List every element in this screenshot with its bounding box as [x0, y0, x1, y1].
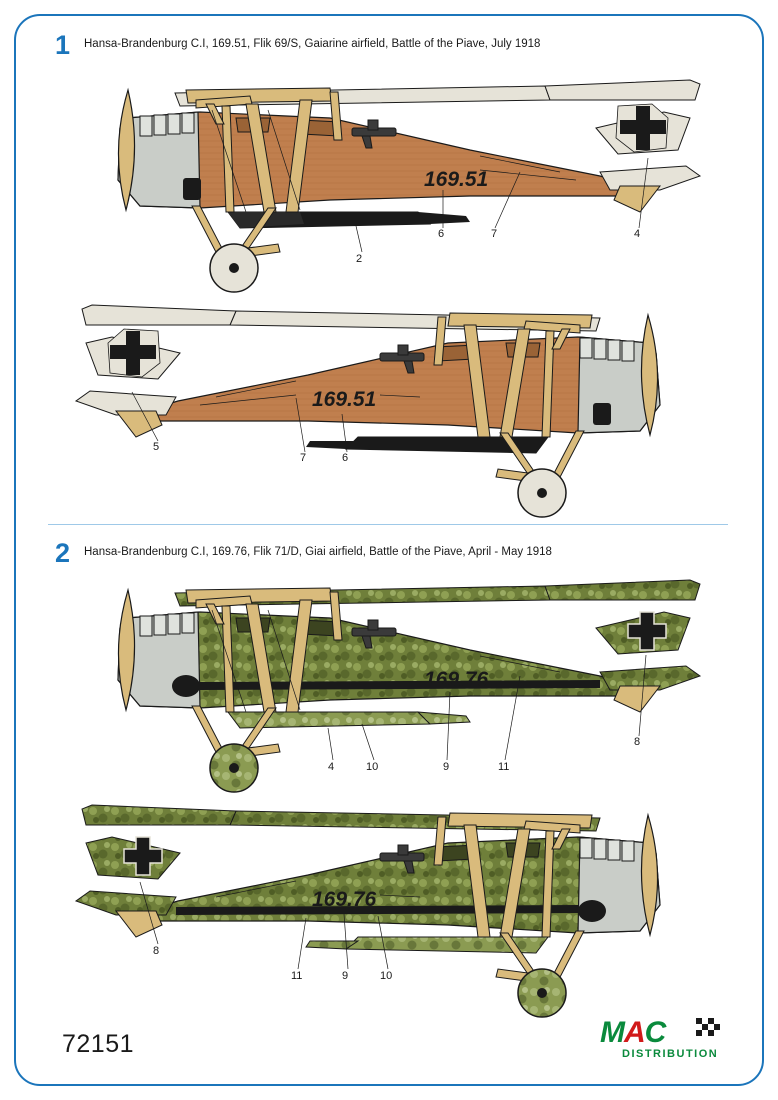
- callout-2a-9: 9: [443, 761, 450, 773]
- logo-subtitle: DISTRIBUTION: [622, 1048, 719, 1060]
- callout-1a-2: 2: [356, 253, 363, 265]
- callout-2b-9: 9: [342, 970, 349, 982]
- scheme-number-2: 2: [55, 538, 71, 568]
- scheme-2-right-view: [76, 805, 660, 1017]
- callout-1a-7: 7: [491, 228, 498, 240]
- scheme-1-right-view: [76, 305, 660, 517]
- scheme-2-left-view: [118, 580, 700, 792]
- scheme-caption-1: Hansa-Brandenburg C.I, 169.51, Flik 69/S, Gaiarine airfield, Battle of the Piave, July 1918: [84, 38, 541, 50]
- serial-1a: 169.51: [424, 168, 489, 191]
- logo-wordmark: [600, 1016, 665, 1050]
- serial-2b: 169.76: [312, 888, 377, 911]
- logo-letter-a: A: [624, 1016, 645, 1049]
- callout-1b-5: 5: [153, 441, 160, 453]
- scheme-1-left-view: [118, 80, 700, 292]
- scheme-1-artwork: [0, 0, 778, 530]
- callout-2b-10: 10: [380, 970, 393, 982]
- scheme-2-artwork: [0, 500, 778, 1040]
- scheme-number-1: 1: [55, 30, 71, 60]
- callout-2a-4: 4: [328, 761, 335, 773]
- kit-number: 72151: [62, 1030, 135, 1058]
- callout-2a-10: 10: [366, 761, 379, 773]
- checker-flag-icon: [696, 1018, 722, 1036]
- logo-letter-c: C: [644, 1016, 666, 1049]
- logo-letter-m: M: [600, 1016, 624, 1049]
- callout-1b-7: 7: [300, 452, 307, 464]
- callout-2a-8: 8: [634, 736, 641, 748]
- mac-distribution-logo: [600, 1016, 730, 1064]
- serial-1b: 169.51: [312, 388, 377, 411]
- scheme-caption-2: Hansa-Brandenburg C.I, 169.76, Flik 71/D, Giai airfield, Battle of the Piave, April - May 1918: [84, 546, 552, 558]
- callout-2a-11: 11: [498, 761, 510, 773]
- callout-1a-6: 6: [438, 228, 445, 240]
- callout-1a-4: 4: [634, 228, 641, 240]
- callout-2b-8: 8: [153, 945, 160, 957]
- callout-2b-11: 11: [291, 970, 303, 982]
- callout-1b-6: 6: [342, 452, 349, 464]
- serial-2a: 169.76: [424, 668, 489, 691]
